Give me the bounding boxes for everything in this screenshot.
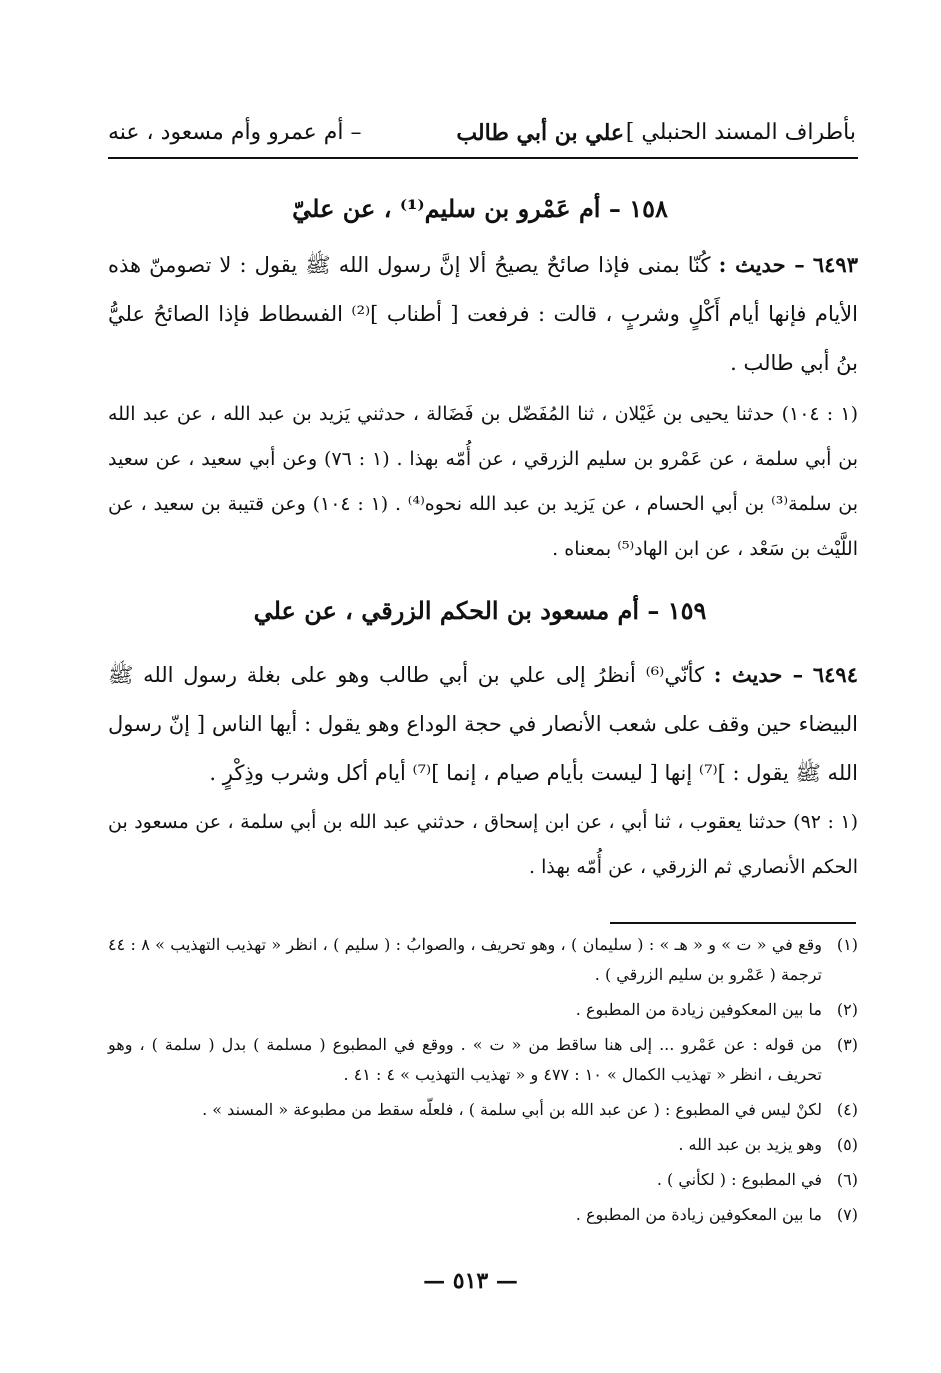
section-heading-159 xyxy=(100,596,860,625)
footnote-mark: (١) xyxy=(836,935,858,954)
footnote-text: لكنْ ليس في المطبوع : ( عن عبد الله بن أبي سلمة ) ، فلعلّه سقط من مطبوعة « المسند » . xyxy=(202,1100,822,1119)
hadith-6494-sources: (١ : ٩٢) حدثنا يعقوب ، ثنا أبي ، عن ابن إسحاق ، حدثني عبد الله بن أبي سلمة ، عن مسعود بن الحكم الأنصاري ثم الزرقي ، عن أُمّه بهذا . xyxy=(108,811,859,878)
hadith-label: – حديث : xyxy=(718,252,805,277)
footnote-mark: (٣) xyxy=(836,1035,858,1054)
footnote-text: وقع في « ت » و « هـ » : ( سليمان ) ، وهو تحريف ، والصوابُ : ( سليم ) ، انظر « تهذيب التهذيب » ٨ : ٤٤ ترجمة ( عَمْرو بن سليم الزرقي ) . xyxy=(108,935,823,984)
header-rule xyxy=(108,157,858,159)
hadith-text: كُنّا بمنى فإذا صائحٌ يصيحُ ألا إنَّ رسول الله ﷺ يقول : لا تصومنّ هذه الأيام فإنها أيام أَكْلٍ وشربٍ ، قالت : فرفعت [ أطناب ]⁽²⁾ الفسطاط فإذا الصائحُ عليُّ بنُ أبي طالب . xyxy=(108,253,858,375)
section-number: ١٥٩ xyxy=(667,596,707,625)
hadith-label: – حديث : xyxy=(713,662,804,687)
section-heading-158 xyxy=(100,194,860,223)
footnote-7 xyxy=(108,1200,858,1230)
hadith-6494 xyxy=(108,650,858,798)
footnote-6 xyxy=(108,1165,858,1195)
footnote-5 xyxy=(108,1130,858,1160)
hadith-text: كأنّي⁽⁶⁾ أنظرُ إلى علي بن أبي طالب وهو على بغلة رسول الله ﷺ البيضاء حين وقف على شعب الأنصار في حجة الوداع وهو يقول : أيها الناس [ إنّ رسول الله ﷺ يقول : ]⁽⁷⁾ إنها [ ليست بأيام صيام ، إنما ]⁽⁷⁾ أيام أكل وشرب وذِكْرٍ . xyxy=(108,663,858,785)
footnote-text: من قوله : عن عَمْرو ... إلى هنا ساقط من « ت » . ووقع في المطبوع ( مسلمة ) بدل ( سلمة ) ، وهو تحريف ، انظر « تهذيب الكمال » ١٠ : ٤٧٧ و « تهذيب التهذيب » ٤ : ٤١ . xyxy=(108,1035,822,1084)
section-number: ١٥٨ xyxy=(629,194,668,223)
hadith-6493-sources: (١ : ١٠٤) حدثنا يحيى بن غَيْلان ، ثنا المُفَضّل بن فَضَالة ، حدثني يَزيد بن عبد الله ، عن عبد الله بن أبي سلمة ، عن عَمْرو بن سليم الزرقي ، عن أُمّه بهذا . (١ : ٧٦) وعن أبي سعيد ، عن سعيد بن سلمة⁽³⁾ بن أبي الحسام ، عن يَزيد بن عبد الله نحوه⁽⁴⁾ . (١ : ١٠٤) وعن قتيبة بن سعيد ، عن اللَّيْث بن سَعْد ، عن ابن الهاد⁽⁵⁾ بمعناه . xyxy=(108,403,859,560)
footnote-mark: (٥) xyxy=(836,1135,858,1154)
footnote-rule xyxy=(610,922,856,924)
footnote-mark: (٧) xyxy=(836,1205,858,1224)
footnote-1 xyxy=(108,930,858,990)
footnote-text: ما بين المعكوفين زيادة من المطبوع . xyxy=(575,1205,822,1224)
running-header-book-title: بأطراف المسند الحنبلي ] xyxy=(625,120,856,145)
page-number: — ٥١٣ — xyxy=(423,1268,518,1294)
hadith-6493 xyxy=(108,240,858,388)
footnote-4 xyxy=(108,1095,858,1125)
running-header-chapter: علي بن أبي طالب xyxy=(456,120,624,146)
section-title: – أم مسعود بن الحكم الزرقي ، عن علي xyxy=(253,596,660,625)
section-title: – أم عَمْرو بن سليم⁽¹⁾ ، عن عليّ xyxy=(292,194,621,223)
footnote-mark: (٦) xyxy=(836,1170,858,1189)
footnotes xyxy=(108,930,858,1235)
footnote-text: وهو يزيد بن عبد الله . xyxy=(678,1135,822,1154)
footnote-2 xyxy=(108,995,858,1025)
footnote-mark: (٢) xyxy=(836,1000,858,1019)
footnote-text: ما بين المعكوفين زيادة من المطبوع . xyxy=(575,1000,822,1019)
hadith-number: ٦٤٩٤ xyxy=(812,662,858,687)
hadith-number: ٦٤٩٣ xyxy=(812,252,858,277)
footnote-text: في المطبوع : ( لكأني ) . xyxy=(656,1170,822,1189)
footnote-3 xyxy=(108,1030,858,1090)
running-header xyxy=(108,116,856,156)
footnote-mark: (٤) xyxy=(836,1100,858,1119)
running-header-section: – أم عمرو وأم مسعود ، عنه xyxy=(108,120,362,145)
